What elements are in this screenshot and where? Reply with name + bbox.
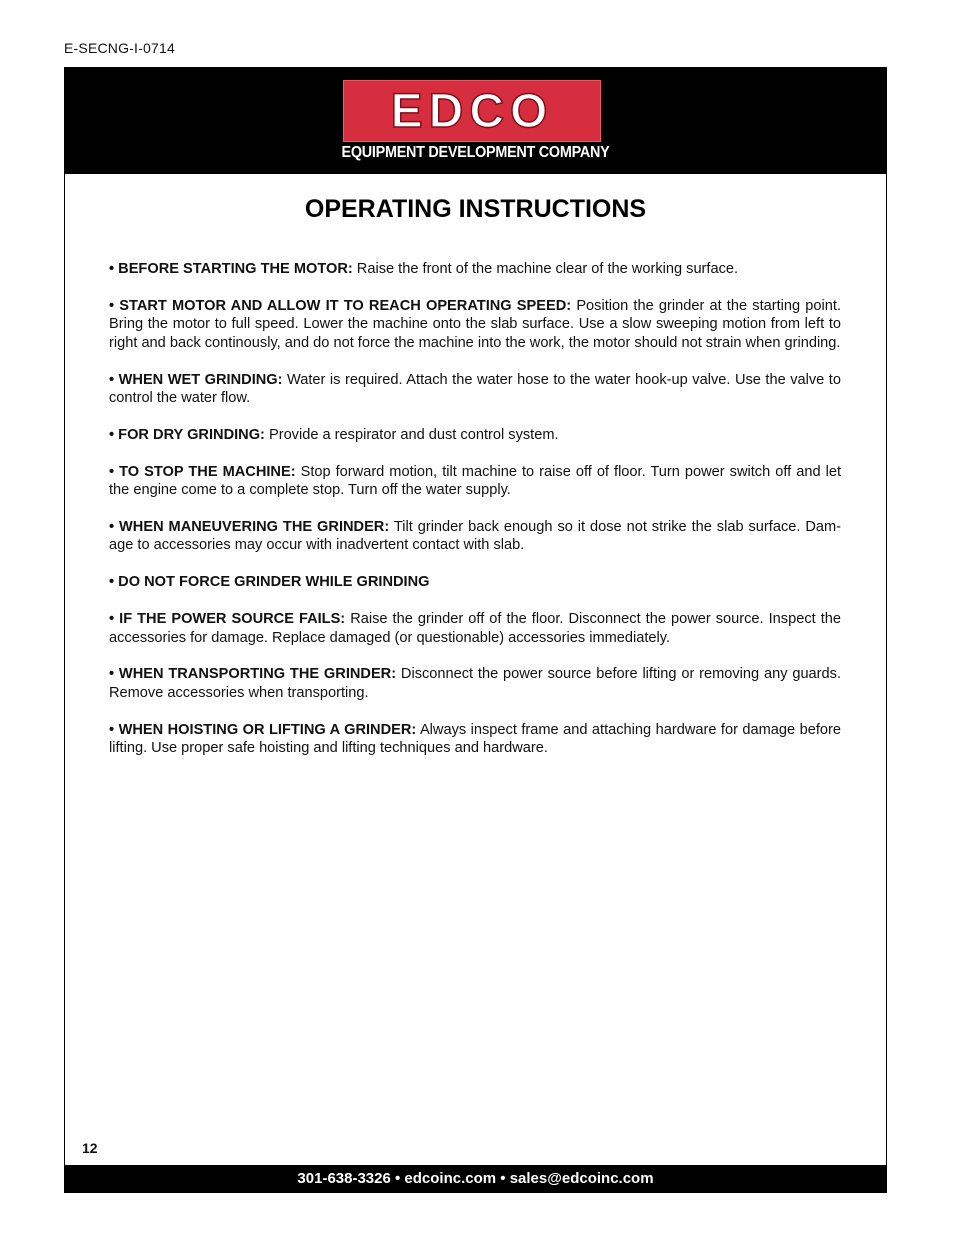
- instruction-item: [109, 518, 841, 555]
- instruction-heading: • WHEN HOISTING OR LIFTING A GRINDER:: [109, 721, 417, 738]
- instruction-item: [109, 260, 841, 279]
- svg-text:EDCO: EDCO: [390, 85, 554, 138]
- instruction-text: Position the grinder at the starting point. Bring the motor to full speed. Lower the machine onto the slab surface. Use a slow sweeping motion from left to right and back continously, and do not force the machine into the work, the motor should not strain when grinding.: [109, 297, 841, 351]
- edco-logo-wordmark: [344, 81, 600, 141]
- instruction-text: Disconnect the power source before lifting or removing any guards. Remove accessories when transporting.: [109, 666, 842, 701]
- footer-contact: 301-638-3326 • edcoinc.com • sales@edcoinc.com: [65, 1165, 886, 1192]
- instruction-heading: • TO STOP THE MACHINE:: [109, 463, 296, 480]
- instruction-heading: • WHEN WET GRINDING:: [109, 371, 283, 388]
- instruction-item: [109, 463, 841, 500]
- instruction-heading: • BEFORE STARTING THE MOTOR:: [109, 261, 353, 277]
- instruction-text: Tilt grinder back enough so it dose not strike the slab surface. Dam-age to accessories may occur with inadvertent contact with slab.: [109, 518, 842, 554]
- instruction-text: Provide a respirator and dust control system.: [264, 426, 559, 443]
- instruction-item: [109, 610, 841, 647]
- instruction-text: Always inspect frame and attaching hardware for damage before lifting. Use proper safe hoisting and lifting techniques and hardware.: [109, 721, 841, 757]
- page-frame: [64, 67, 887, 1193]
- instruction-item: [109, 721, 841, 758]
- instruction-item: [109, 371, 841, 408]
- instruction-heading: • START MOTOR AND ALLOW IT TO REACH OPERATING SPEED:: [109, 297, 572, 314]
- instruction-item: [109, 297, 841, 353]
- instructions-list: [109, 260, 841, 776]
- document-code: E-SECNG-I-0714: [64, 40, 175, 56]
- company-name: EQUIPMENT DEVELOPMENT COMPANY: [341, 144, 610, 161]
- instruction-item: [109, 665, 841, 702]
- page-number: 12: [82, 1140, 98, 1156]
- instruction-text: Raise the front of the machine clear of the working surface.: [352, 261, 739, 277]
- instruction-heading: • WHEN MANEUVERING THE GRINDER:: [109, 518, 390, 535]
- instruction-heading: • FOR DRY GRINDING:: [109, 426, 265, 443]
- instruction-heading: • IF THE POWER SOURCE FAILS:: [109, 611, 346, 628]
- edco-logo: [343, 80, 601, 142]
- page-title: OPERATING INSTRUCTIONS: [304, 195, 647, 223]
- instruction-text: Stop forward motion, tilt machine to raise off of floor. Turn power switch off and let the engine come to a complete stop. Turn off the water supply.: [109, 463, 842, 499]
- header-band: [65, 68, 886, 174]
- instruction-text: Raise the grinder off of the floor. Disconnect the power source. Inspect the accessories for damage. Replace damaged (or questionable) accessories immediately.: [109, 611, 841, 646]
- instruction-heading: • DO NOT FORCE GRINDER WHILE GRINDING: [109, 574, 430, 591]
- instruction-text: Water is required. Attach the water hose to the water hook-up valve. Use the valve to control the water flow.: [109, 371, 841, 407]
- instruction-item: [109, 573, 841, 592]
- instruction-heading: • WHEN TRANSPORTING THE GRINDER:: [109, 666, 397, 683]
- instruction-item: [109, 426, 841, 445]
